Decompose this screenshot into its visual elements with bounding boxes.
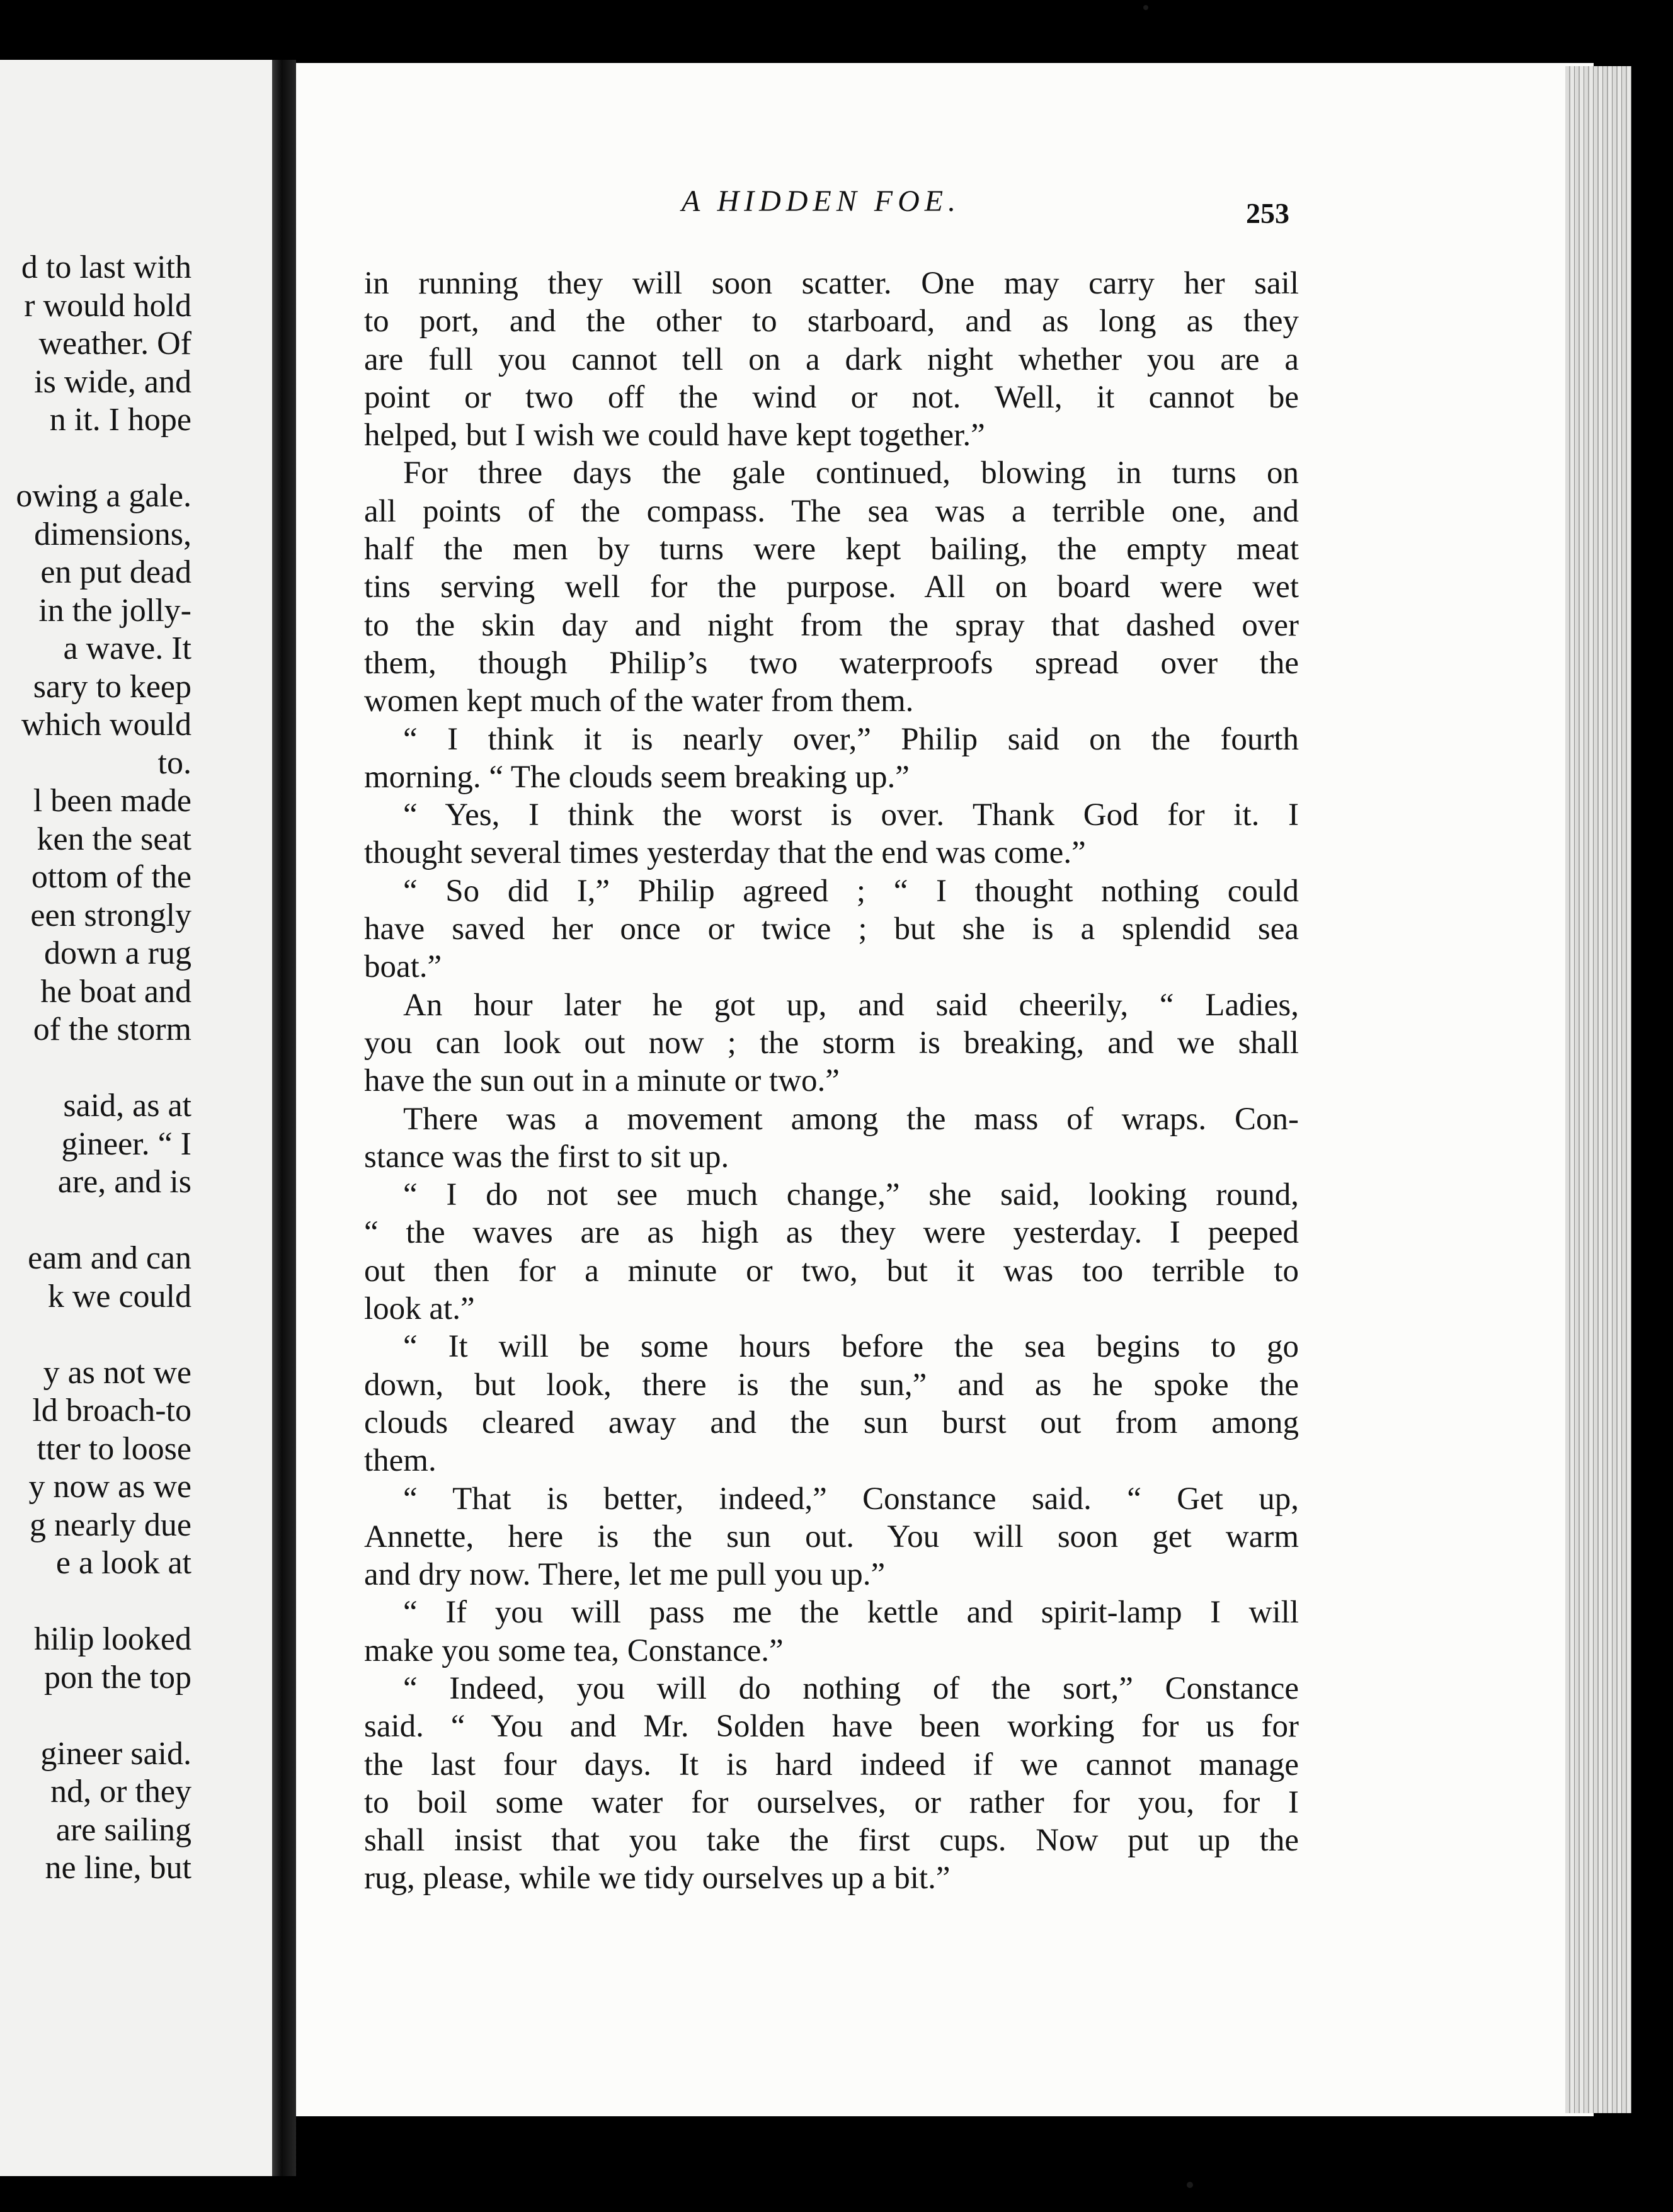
left-page-line: tter to loose bbox=[37, 1430, 191, 1467]
left-page-line: y as not we bbox=[43, 1354, 191, 1391]
body-text bbox=[364, 265, 1299, 1898]
left-page-line: gineer. “ I bbox=[61, 1126, 191, 1162]
text-line: have saved her once or twice ; but she is a splendid sea bbox=[364, 911, 1299, 947]
text-line: in running they will soon scatter. One may carry her sail bbox=[364, 266, 1299, 301]
left-page-line: d to last with bbox=[21, 249, 191, 285]
text-line: rug, please, while we tidy ourselves up a bit.” bbox=[364, 1861, 951, 1896]
ink-speck bbox=[1143, 5, 1148, 10]
text-line: them, though Philip’s two waterproofs spread over the bbox=[364, 645, 1299, 681]
left-page-line: in the jolly- bbox=[38, 592, 191, 629]
left-page-line: een strongly bbox=[30, 897, 191, 933]
text-line: to port, and the other to starboard, and as long as they bbox=[364, 304, 1299, 339]
left-page-line: are, and is bbox=[57, 1164, 191, 1200]
text-line: half the men by turns were kept bailing, the empty meat bbox=[364, 532, 1299, 567]
left-page-line: ottom of the bbox=[31, 859, 191, 895]
text-line: “ If you will pass me the kettle and spirit-lamp I will bbox=[403, 1595, 1299, 1631]
left-page-line: hilip looked bbox=[34, 1621, 191, 1657]
left-page-line bbox=[16, 1583, 191, 1621]
left-page-line: y now as we bbox=[28, 1469, 191, 1505]
left-page-line bbox=[16, 1316, 191, 1354]
text-line: are full you cannot tell on a dark night whether you are a bbox=[364, 341, 1299, 377]
text-line: helped, but I wish we could have kept together.” bbox=[364, 418, 985, 453]
text-line: out then for a minute or two, but it was too terrible to bbox=[364, 1253, 1299, 1289]
left-page-line: to. bbox=[157, 744, 191, 781]
text-line: boat.” bbox=[364, 949, 442, 985]
left-page-line: sary to keep bbox=[33, 668, 191, 705]
text-line: have the sun out in a minute or two.” bbox=[364, 1063, 840, 1099]
text-line: stance was the first to sit up. bbox=[364, 1139, 729, 1175]
text-line: and dry now. There, let me pull you up.” bbox=[364, 1557, 886, 1593]
text-line: Annette, here is the sun out. You will soon get warm bbox=[364, 1519, 1299, 1554]
left-page-line: eam and can bbox=[28, 1240, 191, 1276]
book-gutter bbox=[272, 60, 296, 2176]
left-page-line: ne line, but bbox=[45, 1850, 191, 1886]
left-page-line: en put dead bbox=[40, 554, 191, 590]
left-page-line: of the storm bbox=[33, 1012, 191, 1047]
left-page-line: ken the seat bbox=[37, 821, 191, 857]
text-line: There was a movement among the mass of wraps. Con- bbox=[403, 1101, 1299, 1137]
left-page-line: n it. I hope bbox=[49, 402, 191, 438]
text-line: the last four days. It is hard indeed if we cannot manage bbox=[364, 1747, 1299, 1782]
text-line: shall insist that you take the first cups. Now put up the bbox=[364, 1823, 1299, 1859]
text-line: “ Indeed, you will do nothing of the sort,” Constance bbox=[403, 1670, 1299, 1706]
text-line: look at.” bbox=[364, 1291, 475, 1327]
left-page-line: gineer said. bbox=[40, 1735, 191, 1772]
left-page-line: is wide, and bbox=[34, 363, 191, 400]
left-page-line: ld broach-to bbox=[32, 1393, 191, 1428]
text-line: all points of the compass. The sea was a terrible one, and bbox=[364, 493, 1299, 529]
text-line: to boil some water for ourselves, or rather for you, for I bbox=[364, 1784, 1299, 1820]
left-page-line bbox=[16, 1049, 191, 1088]
text-line: clouds cleared away and the sun burst out from among bbox=[364, 1405, 1299, 1440]
left-page-line bbox=[16, 1697, 191, 1735]
text-line: tins serving well for the purpose. All on board were wet bbox=[364, 569, 1299, 605]
left-page-line: which would bbox=[21, 707, 191, 743]
text-line: “ So did I,” Philip agreed ; “ I thought nothing could bbox=[403, 873, 1299, 909]
left-page-line bbox=[16, 1202, 191, 1240]
text-line: said. “ You and Mr. Solden have been working for us for bbox=[364, 1709, 1299, 1745]
left-page-line bbox=[16, 440, 191, 478]
left-page-line: weather. Of bbox=[38, 326, 191, 362]
left-page-line: g nearly due bbox=[29, 1507, 191, 1543]
left-page-line: l been made bbox=[33, 783, 191, 819]
left-page-line: k we could bbox=[47, 1278, 191, 1314]
text-line: morning. “ The clouds seem breaking up.” bbox=[364, 759, 910, 795]
running-header: A HIDDEN FOE. bbox=[682, 185, 961, 218]
text-line: “ It will be some hours before the sea begins to go bbox=[403, 1329, 1299, 1365]
left-page-text bbox=[16, 249, 191, 1888]
text-line: women kept much of the water from them. bbox=[364, 683, 914, 719]
page-edges bbox=[1565, 66, 1631, 2113]
left-page-line: r would hold bbox=[24, 287, 191, 324]
text-line: An hour later he got up, and said cheerily, “ Ladies, bbox=[403, 987, 1299, 1023]
text-line: “ I do not see much change,” she said, looking round, bbox=[403, 1177, 1299, 1213]
left-page-line: he boat and bbox=[40, 973, 191, 1010]
text-line: “ I think it is nearly over,” Philip said on the fourth bbox=[403, 721, 1299, 757]
left-page-line: nd, or they bbox=[50, 1774, 191, 1810]
text-line: down, but look, there is the sun,” and as he spoke the bbox=[364, 1367, 1299, 1403]
left-page-line: dimensions, bbox=[34, 516, 191, 552]
text-line: “ That is better, indeed,” Constance said. “ Get up, bbox=[403, 1481, 1299, 1517]
text-line: point or two off the wind or not. Well, it cannot be bbox=[364, 379, 1299, 415]
left-page-line: owing a gale. bbox=[16, 478, 191, 514]
text-line: them. bbox=[364, 1443, 437, 1479]
text-line: “ the waves are as high as they were yesterday. I peeped bbox=[364, 1215, 1299, 1251]
text-line: For three days the gale continued, blowing in turns on bbox=[403, 455, 1299, 491]
text-line: “ Yes, I think the worst is over. Thank God for it. I bbox=[403, 797, 1299, 833]
page-number: 253 bbox=[1246, 197, 1289, 229]
text-line: to the skin day and night from the spray that dashed over bbox=[364, 607, 1299, 643]
text-line: thought several times yesterday that the end was come.” bbox=[364, 835, 1086, 871]
ink-speck bbox=[1187, 2182, 1193, 2188]
left-page-line: said, as at bbox=[63, 1088, 191, 1124]
left-page-line: e a look at bbox=[55, 1545, 191, 1581]
left-page-line: are sailing bbox=[55, 1811, 191, 1848]
text-line: you can look out now ; the storm is breaking, and we shall bbox=[364, 1025, 1299, 1061]
left-page-line: down a rug bbox=[44, 935, 191, 971]
left-page-line: pon the top bbox=[44, 1659, 191, 1696]
left-page bbox=[0, 60, 272, 2176]
text-line: make you some tea, Constance.” bbox=[364, 1633, 784, 1668]
left-page-line: a wave. It bbox=[63, 630, 191, 666]
